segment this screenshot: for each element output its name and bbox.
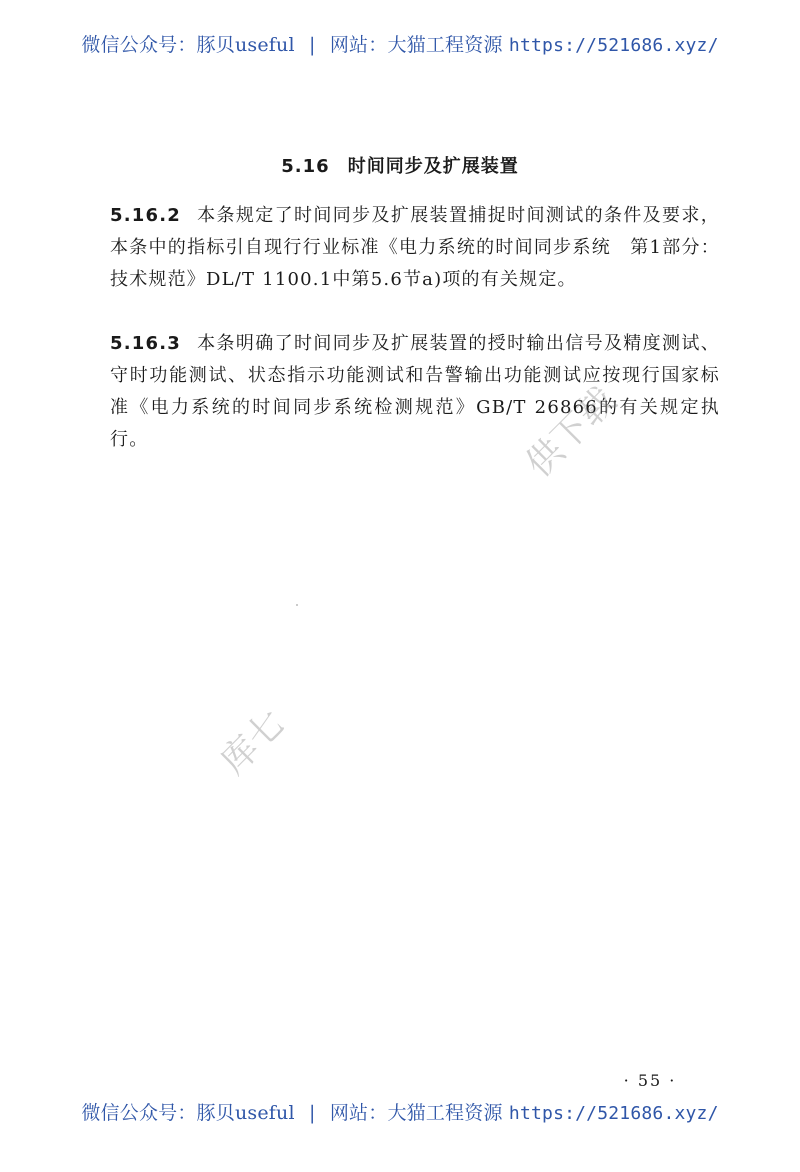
paragraph-5-16-2 (110, 200, 720, 296)
clause-number: 5.16.2 (110, 205, 181, 226)
header-banner-separator: | (309, 34, 316, 56)
paragraph-text: 本条规定了时间同步及扩展装置捕捉时间测试的条件及要求，本条中的指标引自现行行业标准《电力系统的时间同步系统 第1部分：技术规范》DL/T 1100.1中第5.6节a)项的有关规定。 (110, 205, 720, 290)
footer-banner-separator: | (309, 1102, 316, 1124)
footer-banner-url[interactable]: https://521686.xyz/ (508, 1103, 719, 1124)
footer-banner-label: 微信公众号：豚贝useful (81, 1102, 295, 1124)
header-banner-url[interactable]: https://521686.xyz/ (508, 35, 719, 56)
header-banner-site-label: 网站：大猫工程资源 (329, 34, 503, 56)
watermark-download: 供下载 (518, 379, 624, 486)
header-banner (0, 30, 800, 57)
speck-mark (296, 604, 298, 606)
page-number: · 55 · (623, 1071, 677, 1090)
section-title: 时间同步及扩展装置 (347, 156, 519, 177)
clause-number: 5.16.3 (110, 333, 181, 354)
section-number: 5.16 (281, 156, 330, 177)
paragraph-text: 本条明确了时间同步及扩展装置的授时输出信号及精度测试、守时功能测试、状态指示功能测试和告警输出功能测试应按现行国家标准《电力系统的时间同步系统检测规范》GB/T 26866的有关规定执行。 (110, 333, 720, 450)
section-heading (0, 152, 800, 178)
footer-banner-site-label: 网站：大猫工程资源 (329, 1102, 503, 1124)
watermark-library: 库七 (213, 702, 294, 783)
paragraph-5-16-3 (110, 328, 720, 456)
footer-banner (0, 1098, 800, 1125)
header-banner-label: 微信公众号：豚贝useful (81, 34, 295, 56)
